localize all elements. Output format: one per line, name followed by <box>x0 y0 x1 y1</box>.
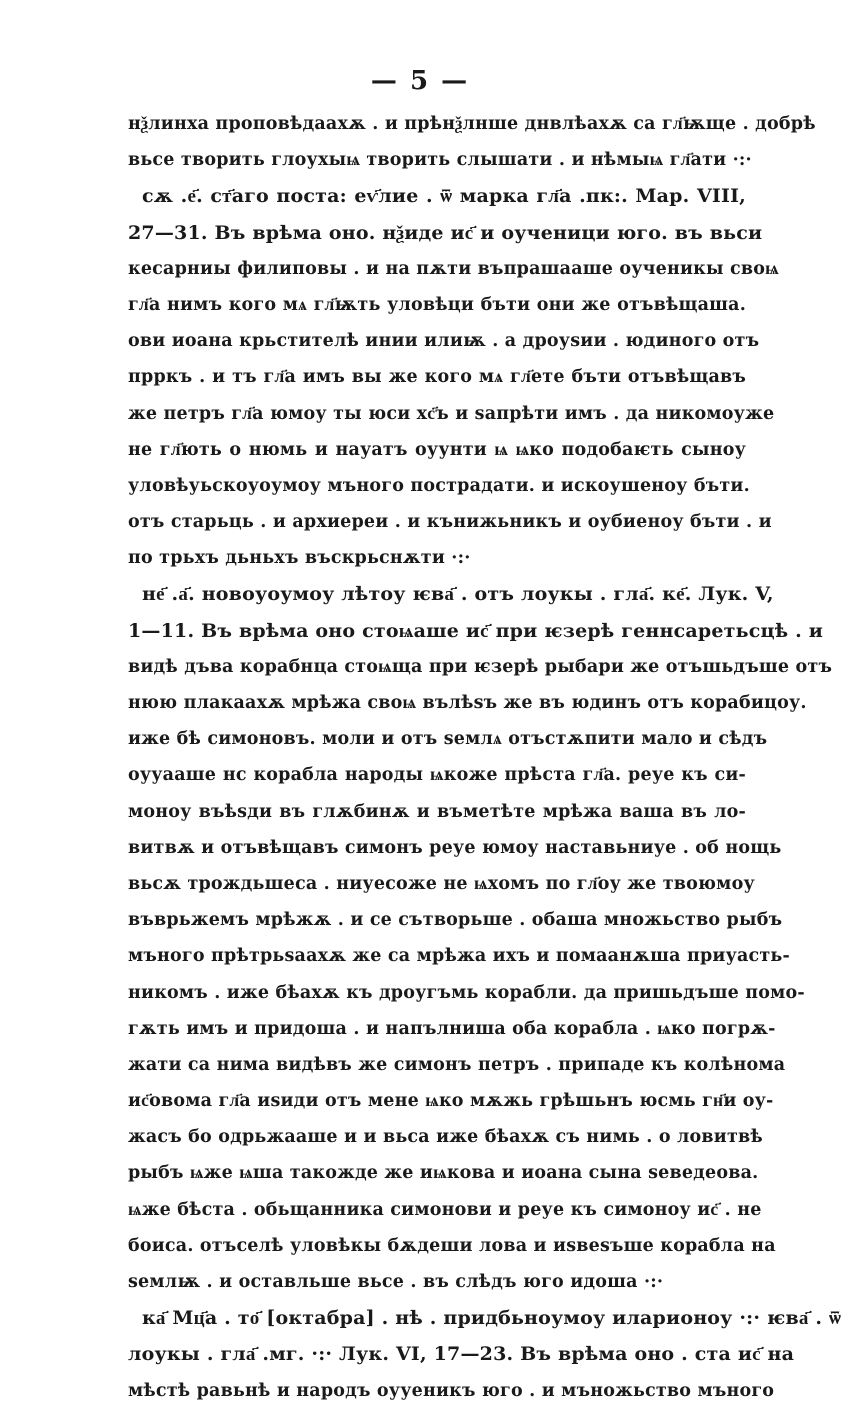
text-line: сѫ .е҃. ст҃аго поста: еѵ҃лие . ѿ марка гл҃а .пк:. Мар. VIII, <box>142 185 746 208</box>
text-line: нѯлинха проповѣдаахѫ . и прѣнѯлнше днвлѣахѫ са гл҃ѭще . добрѣ <box>128 114 816 134</box>
text-line: мъного прѣтрьѕаахѫ же са мрѣжа ихъ и помаанѫша приуасть- <box>128 946 790 967</box>
text-line: 1—11. Въ врѣма оно стоѩаше ис҃ при ѥзерѣ геннсаретьсцѣ . и <box>128 619 824 642</box>
text-line: не҃ .а҃. новоуоумоу лѣтоу ѥва҃ . отъ лоукы . гла҃. ке҃. Лук. V, <box>142 583 774 606</box>
text-line: ка҃ Мц҃а . то҃ [октабра] . нѣ . придбьноумоу иларионоу ·:· ѥва҃ . ѿ <box>142 1307 841 1330</box>
text-line: витвѫ и отъвѣщавъ симонъ реуе юмоу наставьниуе . об нощь <box>128 837 782 858</box>
text-line: мѣстѣ равьнѣ и народъ оууеникъ юго . и мъножьство мъного <box>128 1380 775 1401</box>
text-line: же петръ гл҃а юмоу ты юси хс҃ъ и ѕапрѣти имъ . да никомоуже <box>128 403 775 424</box>
text-block <box>128 106 841 1409</box>
page-number: — 5 — <box>370 66 470 96</box>
text-line: лоукы . гла҃ .мг. ·:· Лук. VI, 17—23. Въ врѣма оно . ста ис҃ на <box>128 1343 795 1366</box>
text-line: вьсѫ трождьшеса . ниуесоже не ѩхомъ по гл҃оу же твоюмоу <box>128 873 755 894</box>
text-line: ови иоана крьстителѣ инии илиѭ . а дроуѕии . юдиного отъ <box>128 331 760 352</box>
text-line: по трьхъ дьньхъ въскрьснѫти ·:· <box>128 548 471 569</box>
text-line: прркъ . и тъ гл҃а имъ вы же кого мѧ гл҃ете бъти отъвѣщавъ <box>128 367 746 388</box>
text-line: никомъ . иже бѣахѫ къ дроугъмь корабли. да пришьдъше помо- <box>128 982 805 1003</box>
text-line: иже бѣ симоновъ. моли и отъ ѕемлѧ отъстѫпити мало и сѣдъ <box>128 729 768 750</box>
text-line: вьсе творить глоухыѩ творить слышати . и нѣмыѩ гл҃ати ·:· <box>128 150 752 171</box>
text-line: гл҃а нимъ кого мѧ гл҃ѭть уловѣци бъти они же отъвѣщаша. <box>128 294 746 315</box>
text-line: не гл҃ють о нюмь и науатъ оуунти ѩ ѩко подобаѥть сыноу <box>128 439 746 460</box>
text-line: ис҃овома гл҃а иѕиди отъ мене ѩко мѫжь грѣшьнъ юсмь гн҃и оу- <box>128 1091 774 1112</box>
text-line: ѩже бѣста . обьщанника симонови и реуе къ симоноу ис҃ . не <box>128 1199 762 1220</box>
text-line: уловѣуьскоуоумоу мъного пострадати. и искоушеноу бъти. <box>128 475 750 496</box>
text-line: кесарниы филиповы . и на пѫти въпрашааше оученикы своѩ <box>128 258 779 279</box>
text-line: моноу въѣѕди въ глѫбинѫ и въметѣте мрѣжа ваша въ ло- <box>128 801 746 822</box>
text-line: ѕемлѭ . и оставльше вьсе . въ слѣдъ юго идоша ·:· <box>128 1272 664 1292</box>
text-line: отъ старьць . и архиереи . и кънижьникъ и оубиеноу бъти . и <box>128 512 772 533</box>
text-line: гѫть имъ и придоша . и напълниша оба корабла . ѩко погрѫ- <box>128 1018 776 1039</box>
text-line: въврьжемъ мрѣжѫ . и се сътворьше . обаша множьство рыбъ <box>128 910 783 931</box>
text-line: боиса. отъселѣ уловѣкы бѫдеши лова и иѕвеѕъше корабла на <box>128 1235 776 1256</box>
text-line: рыбъ ѩже ѩша такожде же иѩкова и иоана сына ѕеведеова. <box>128 1163 759 1184</box>
text-line: 27—31. Въ врѣма оно. нѯиде ис҃ и оученици юго. въ вьси <box>128 221 763 244</box>
text-line: оууааше нс корабла народы ѩкоже прѣста гл҃а. реуе къ си- <box>128 765 746 786</box>
text-line: видѣ дъва корабнца стоѩща при ѥзерѣ рыбари же отъшьдъше отъ <box>128 656 833 677</box>
text-line: нюю плакаахѫ мрѣжа своѩ вълѣѕъ же въ юдинъ отъ корабицоу. <box>128 693 807 713</box>
text-line: жасъ бо одрьжааше и и вьса иже бѣахѫ съ нимь . о ловитвѣ <box>128 1127 763 1148</box>
text-line: жати са нима видѣвъ же симонъ петръ . припаде къ колѣнома <box>128 1054 786 1075</box>
